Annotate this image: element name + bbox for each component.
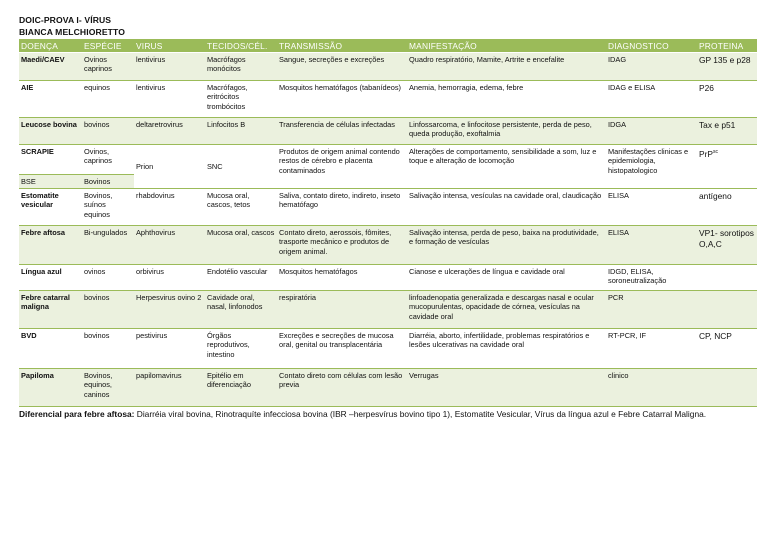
table-header-row <box>19 39 757 53</box>
diagnosis-cell: IDGD, ELISA, soroneutralização <box>606 265 697 291</box>
manifestation-cell: Salivação intensa, vesículas na cavidade oral, claudicação <box>407 189 606 226</box>
transmission-cell: Excreções e secreções de mucosa oral, genital ou transplacentária <box>277 329 407 369</box>
protein-cell: P26 <box>697 81 757 118</box>
document-title: DOIC-PROVA I- VÍRUS <box>19 15 112 25</box>
protein-cell: VP1- sorotipos O,A,C <box>697 226 757 265</box>
column-header: DOENÇA <box>19 39 82 53</box>
column-header: VIRUS <box>134 39 205 53</box>
table-row <box>19 81 757 118</box>
author-name: BIANCA MELCHIORETTO <box>19 27 125 37</box>
diagnosis-cell: IDGA <box>606 118 697 145</box>
species-cell: Bovinos, equinos, caninos <box>82 369 134 407</box>
transmission-cell: Contato direto, aerossois, fômites, trasporte mecânico e produtos de origem animal. <box>277 226 407 265</box>
column-header: TECIDOS/CÉL. <box>205 39 277 53</box>
virus-cell: Prion <box>134 145 205 189</box>
species-cell: bovinos <box>82 118 134 145</box>
tissue-cell: SNC <box>205 145 277 189</box>
manifestation-cell: Cianose e ulcerações de língua e cavidade oral <box>407 265 606 291</box>
manifestation-cell: linfoadenopatia generalizada e descargas nasal e ocular mucopurulentas, opacidade de córnea, vesículas na cavidade oral <box>407 291 606 329</box>
species-cell: Ovinos, caprinos <box>82 145 134 175</box>
diagnosis-cell: ELISA <box>606 189 697 226</box>
manifestation-cell: Alterações de comportamento, sensibilidade a som, luz e toque e alteração de locomoção <box>407 145 606 189</box>
protein-cell <box>697 265 757 291</box>
species-cell: Bovinos, suínos equinos <box>82 189 134 226</box>
disease-cell: Estomatite vesicular <box>19 189 82 226</box>
table-row <box>19 265 757 291</box>
virus-cell: deltaretrovirus <box>134 118 205 145</box>
disease-cell: Leucose bovina <box>19 118 82 145</box>
virus-cell: rhabdovirus <box>134 189 205 226</box>
table-row <box>19 291 757 329</box>
disease-cell: AIE <box>19 81 82 118</box>
tissue-cell: Macrófagos, eritrócitos trombócitos <box>205 81 277 118</box>
tissue-cell: Linfocitos B <box>205 118 277 145</box>
manifestation-cell: Diarréia, aborto, infertilidade, problemas respiratórios e lesões ulcerativas na cavidade oral <box>407 329 606 369</box>
species-cell: bovinos <box>82 291 134 329</box>
tissue-cell: Endotélio vascular <box>205 265 277 291</box>
tissue-cell: Epitélio em diferenciação <box>205 369 277 407</box>
disease-cell: BVD <box>19 329 82 369</box>
transmission-cell: Produtos de origem animal contendo restos de cérebro e placenta contaminados <box>277 145 407 189</box>
diagnosis-cell: ELISA <box>606 226 697 265</box>
diagnosis-cell: clinico <box>606 369 697 407</box>
footer-text: Diarréia viral bovina, Rinotraquíte infecciosa bovina (IBR –herpesvírus bovino tipo 1), Estomatite Vesicular, Vírus da língua azul e Febre Catarral Maligna. <box>134 409 707 419</box>
transmission-cell: respiratória <box>277 291 407 329</box>
virus-cell: papilomavirus <box>134 369 205 407</box>
document-page <box>19 14 757 421</box>
diagnosis-cell: IDAG e ELISA <box>606 81 697 118</box>
transmission-cell: Saliva, contato direto, indireto, inseto hematófago <box>277 189 407 226</box>
manifestation-cell: Salivação intensa, perda de peso, baixa na produtividade, e formação de vesículas <box>407 226 606 265</box>
tissue-cell: Cavidade oral, nasal, linfonodos <box>205 291 277 329</box>
protein-cell <box>697 291 757 329</box>
diagnosis-cell: IDAG <box>606 53 697 81</box>
protein-cell: Tax e p51 <box>697 118 757 145</box>
virus-cell: orbivirus <box>134 265 205 291</box>
column-header: TRANSMISSÃO <box>277 39 407 53</box>
virus-cell: lentivirus <box>134 81 205 118</box>
transmission-cell: Mosquitos hematófagos (tabanídeos) <box>277 81 407 118</box>
table-row <box>19 189 757 226</box>
column-header: ESPÉCIE <box>82 39 134 53</box>
tissue-cell: Mucosa oral, cascos <box>205 226 277 265</box>
transmission-cell: Sangue, secreções e excreções <box>277 53 407 81</box>
table-row <box>19 118 757 145</box>
virus-cell: Herpesvirus ovino 2 <box>134 291 205 329</box>
table-row <box>19 369 757 407</box>
protein-cell: GP 135 e p28 <box>697 53 757 81</box>
tissue-cell: Órgãos reprodutivos, intestino <box>205 329 277 369</box>
tissue-cell: Macrófagos monócitos <box>205 53 277 81</box>
manifestation-cell: Linfossarcoma, e linfocitose persistente, perda de peso, queda produção, exoftalmia <box>407 118 606 145</box>
virus-table <box>19 39 757 407</box>
species-cell: Bovinos <box>82 175 134 189</box>
species-cell: bovinos <box>82 329 134 369</box>
protein-cell: antígeno <box>697 189 757 226</box>
tissue-cell: Mucosa oral, cascos, tetos <box>205 189 277 226</box>
manifestation-cell: Quadro respiratório, Mamite, Artrite e encefalite <box>407 53 606 81</box>
manifestation-cell: Verrugas <box>407 369 606 407</box>
disease-cell: BSE <box>19 175 82 189</box>
protein-cell <box>697 369 757 407</box>
disease-cell: Febre catarral maligna <box>19 291 82 329</box>
manifestation-cell: Anemia, hemorragia, edema, febre <box>407 81 606 118</box>
disease-cell: SCRAPIE <box>19 145 82 175</box>
table-row <box>19 53 757 81</box>
protein-cell <box>697 145 757 189</box>
column-header: DIAGNOSTICO <box>606 39 697 53</box>
virus-cell: lentivirus <box>134 53 205 81</box>
footer-label: Diferencial para febre aftosa: <box>19 409 135 419</box>
diagnosis-cell: Manifestações clinicas e epidemiologia, histopatologico <box>606 145 697 189</box>
column-header: PROTEINA <box>697 39 757 53</box>
virus-cell: pestivirus <box>134 329 205 369</box>
disease-cell: Maedi/CAEV <box>19 53 82 81</box>
footer-note <box>19 408 744 421</box>
transmission-cell: Transferencia de células infectadas <box>277 118 407 145</box>
disease-cell: Papiloma <box>19 369 82 407</box>
species-cell: equinos <box>82 81 134 118</box>
virus-cell: Aphthovirus <box>134 226 205 265</box>
table-row <box>19 329 757 369</box>
disease-cell: Febre aftosa <box>19 226 82 265</box>
transmission-cell: Mosquitos hematófagos <box>277 265 407 291</box>
protein-superscript: sc <box>712 149 718 155</box>
column-header: MANIFESTAÇÃO <box>407 39 606 53</box>
diagnosis-cell: PCR <box>606 291 697 329</box>
species-cell: Bi-ungulados <box>82 226 134 265</box>
transmission-cell: Contato direto com células com lesão previa <box>277 369 407 407</box>
species-cell: ovinos <box>82 265 134 291</box>
table-row <box>19 145 757 175</box>
disease-cell: Língua azul <box>19 265 82 291</box>
table-row <box>19 226 757 265</box>
protein-cell: CP, NCP <box>697 329 757 369</box>
diagnosis-cell: RT-PCR, IF <box>606 329 697 369</box>
protein-value: PrP <box>699 148 713 159</box>
species-cell: Ovinos caprinos <box>82 53 134 81</box>
